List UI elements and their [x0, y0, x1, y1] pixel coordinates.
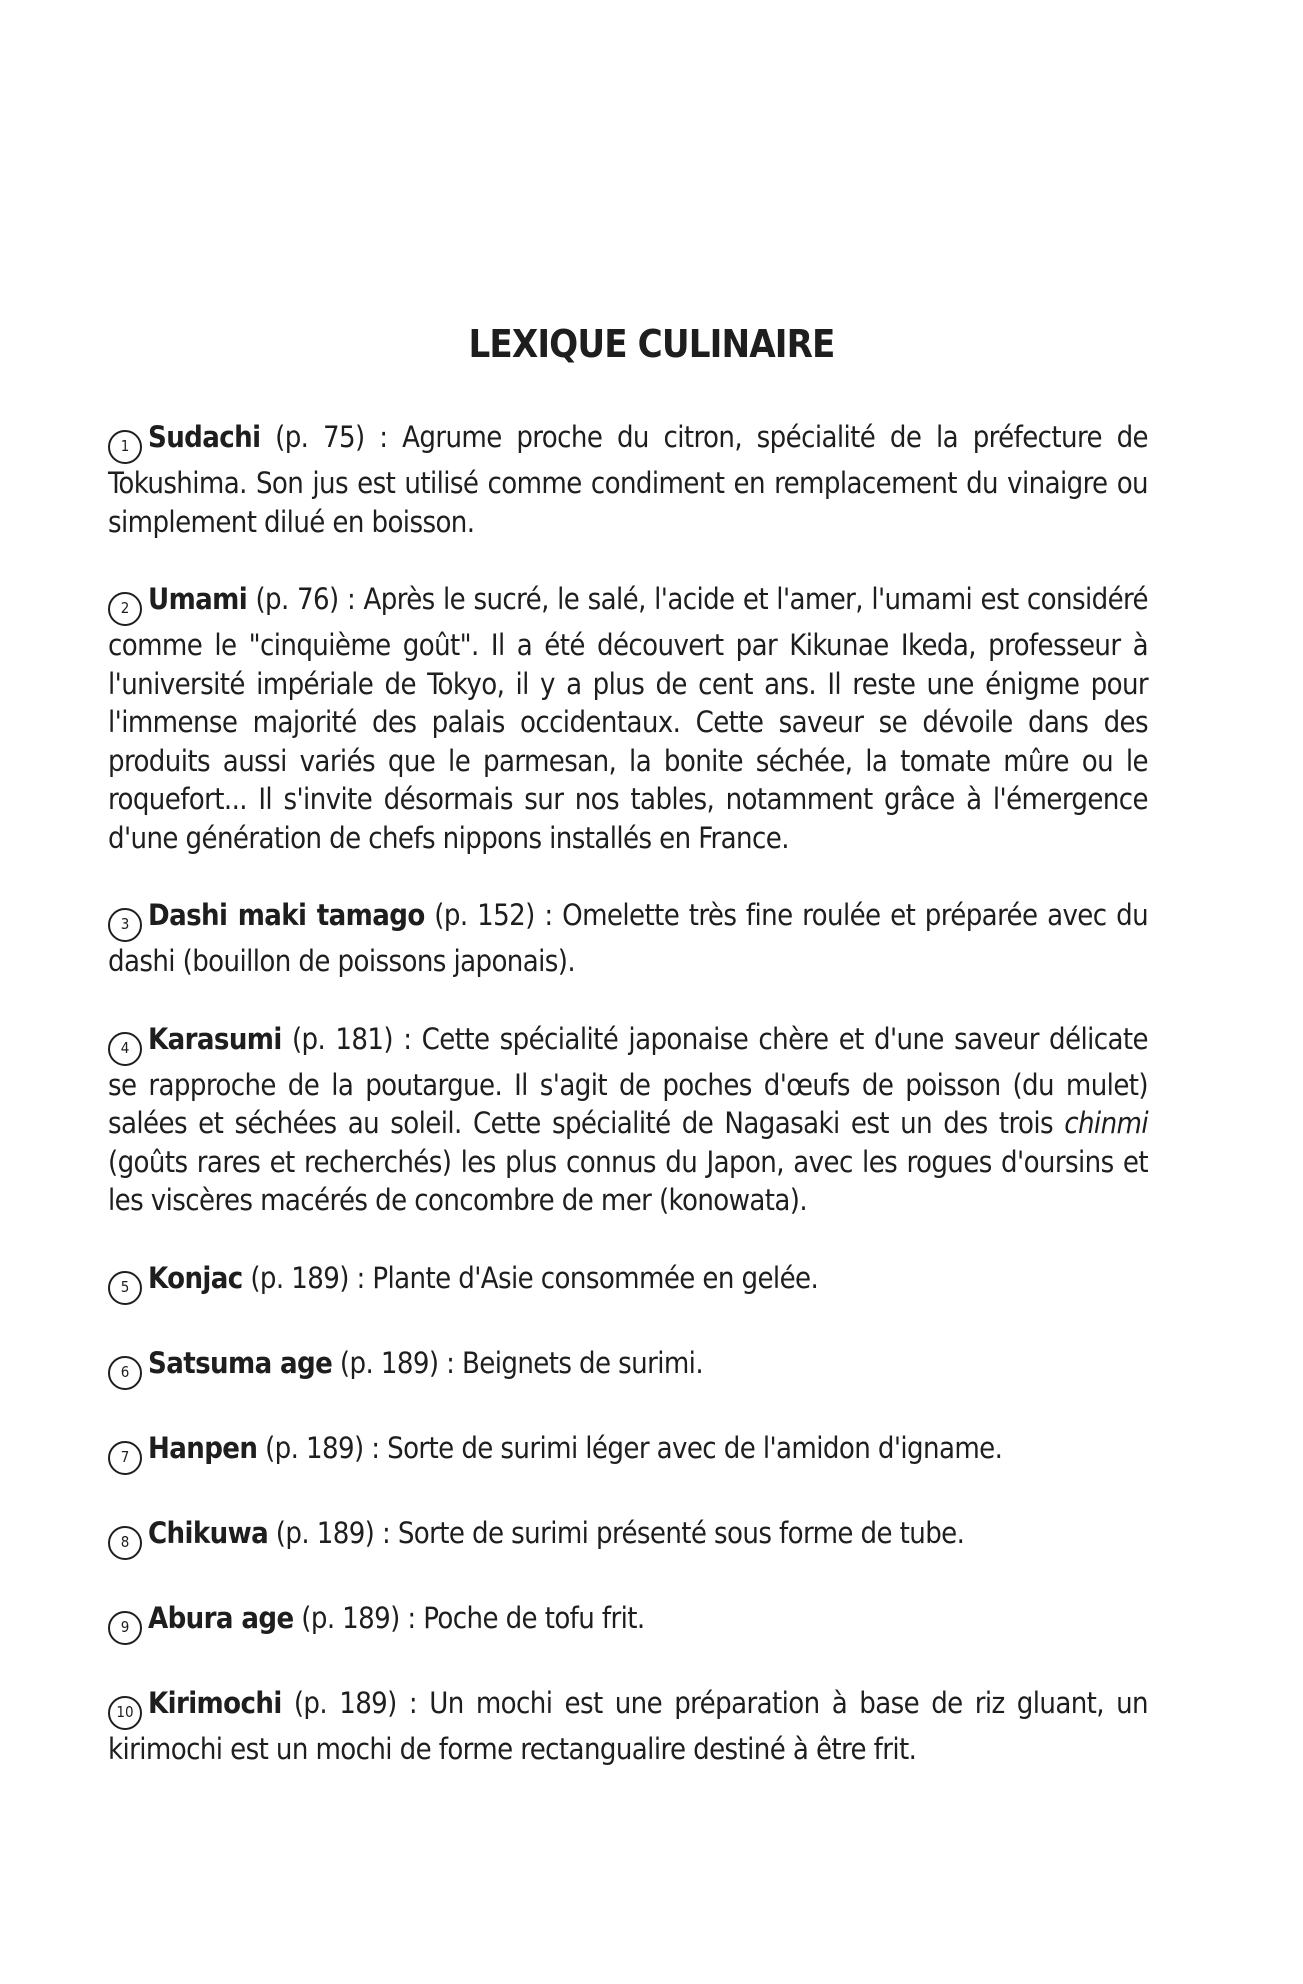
page-reference: (p. 76)	[255, 582, 339, 616]
entry-term: Konjac	[148, 1260, 243, 1295]
entry-definition: : Un mochi est une préparation à base de riz gluant, un kirimochi est un mochi de forme rectangualire destiné à être frit.	[108, 1685, 1148, 1766]
page-reference: (p. 189)	[265, 1430, 364, 1465]
entry-definition: : Cette spécialité japonaise chère et d'une saveur délicate se rapproche de la poutargue. Il s'agit de poches d'œufs de poisson (du mulet) salées et séchées au soleil. Cette spécialité de Nagasaki est un des trois	[108, 1021, 1148, 1140]
glossary-entry-satsuma-age	[108, 1344, 1148, 1390]
circled-number-icon: 10	[108, 1696, 142, 1730]
entry-term: Hanpen	[148, 1430, 258, 1465]
entry-definition-italic: chinmi	[1064, 1106, 1148, 1140]
entry-term: Umami	[148, 582, 248, 616]
entry-definition: : Sorte de surimi présenté sous forme de tube.	[374, 1515, 965, 1550]
entry-definition: : Beignets de surimi.	[438, 1345, 704, 1380]
circled-number-icon: 4	[108, 1032, 142, 1066]
glossary-entry-chikuwa	[108, 1514, 1148, 1560]
page-reference: (p. 189)	[250, 1260, 349, 1295]
entry-definition: : Sorte de surimi léger avec de l'amidon d'igname.	[363, 1430, 1003, 1465]
entry-term: Sudachi	[148, 420, 261, 454]
circled-number-icon: 5	[108, 1271, 142, 1305]
page-reference: (p. 75)	[275, 420, 365, 454]
page-reference: (p. 189)	[275, 1515, 375, 1550]
circled-number-icon: 9	[108, 1611, 142, 1645]
page-reference: (p. 152)	[434, 898, 535, 932]
circled-number-icon: 2	[108, 592, 142, 626]
entry-definition: : Après le sucré, le salé, l'acide et l'amer, l'umami est considéré comme le "cinquième goût". Il a été découvert par Kikunae Ikeda, professeur à l'université impériale de Tokyo, il y a plus de cent ans. Il reste une énigme pour l'immense majorité des palais occidentaux. Cette saveur se dévoile dans des produits aussi variés que le parmesan, la bonite séchée, la tomate mûre ou le roquefort... Il s'invite désormais sur nos tables, notamment grâce à l'émergence d'une génération de chefs nippons installés en France.	[108, 582, 1148, 855]
page-reference: (p. 189)	[301, 1600, 400, 1635]
circled-number-icon: 1	[108, 430, 142, 464]
glossary-entry-umami	[108, 580, 1148, 857]
circled-number-icon: 3	[108, 908, 142, 942]
circled-number-icon: 6	[108, 1356, 142, 1390]
glossary-list	[108, 418, 1148, 1807]
circled-number-icon: 8	[108, 1526, 142, 1560]
glossary-entry-kirimochi	[108, 1684, 1148, 1769]
entry-term: Dashi maki tamago	[148, 898, 425, 932]
glossary-entry-abura-age	[108, 1599, 1148, 1645]
entry-definition-continued: (goûts rares et recherchés) les plus connus du Japon, avec les rogues d'oursins et les viscères macérés de concombre de mer (konowata).	[108, 1144, 1148, 1217]
glossary-entry-sudachi	[108, 418, 1148, 541]
circled-number-icon: 7	[108, 1441, 142, 1475]
entry-definition: : Omelette très fine roulée et préparée avec du dashi (bouillon de poissons japonais).	[108, 898, 1149, 978]
page-reference: (p. 189)	[339, 1345, 439, 1380]
entry-term: Kirimochi	[148, 1685, 282, 1720]
glossary-entry-karasumi	[108, 1020, 1148, 1220]
entry-definition: : Poche de tofu frit.	[399, 1600, 645, 1635]
page-reference: (p. 189)	[293, 1685, 397, 1720]
entry-term: Satsuma age	[148, 1345, 333, 1380]
page-title: LEXIQUE CULINAIRE	[468, 322, 835, 366]
entry-definition: : Agrume proche du citron, spécialité de la préfecture de Tokushima. Son jus est utilisé comme condiment en remplacement du vinaigre ou simplement dilué en boisson.	[108, 420, 1148, 539]
entry-term: Chikuwa	[148, 1515, 269, 1550]
entry-definition: : Plante d'Asie consommée en gelée.	[348, 1260, 819, 1295]
glossary-entry-hanpen	[108, 1429, 1148, 1475]
page-reference: (p. 181)	[291, 1021, 393, 1056]
entry-term: Karasumi	[148, 1021, 282, 1056]
glossary-entry-konjac	[108, 1259, 1148, 1305]
entry-term: Abura age	[148, 1600, 294, 1635]
glossary-entry-dashi-maki-tamago	[108, 896, 1148, 981]
